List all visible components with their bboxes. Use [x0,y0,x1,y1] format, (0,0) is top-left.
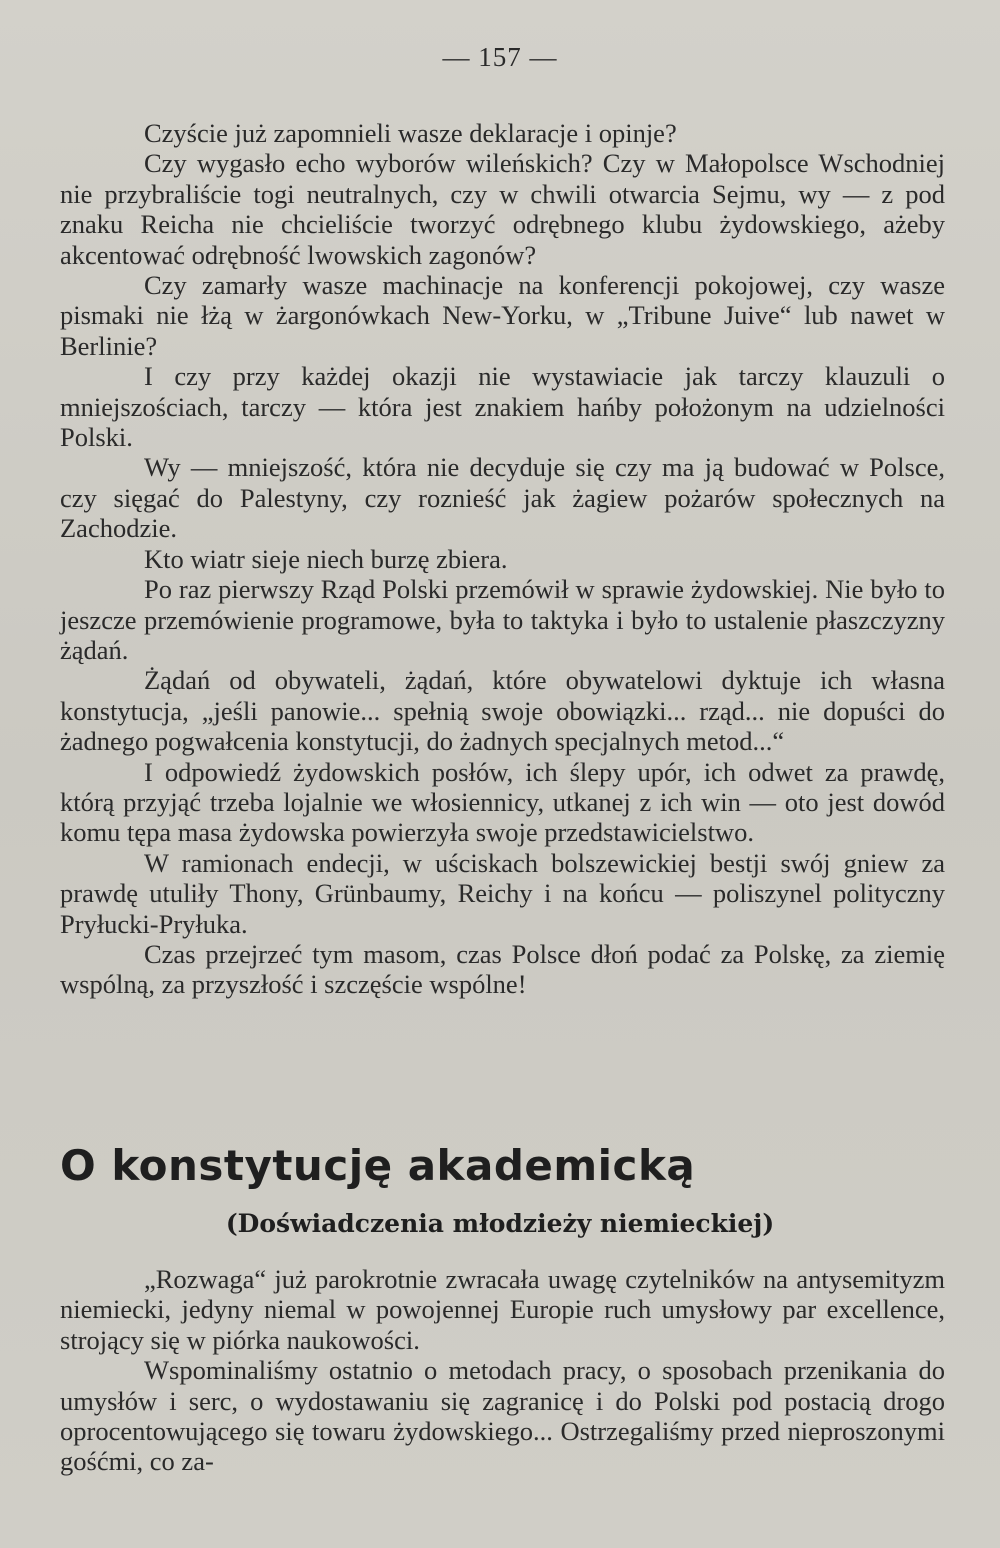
section-title: O konstytucję akademicką [60,1141,696,1190]
paragraph: Czy wygasło echo wyborów wileńskich? Czy w Małopolsce Wschodniej nie przybraliście togi neutralnych, czy w chwili otwarcia Sejmu, wy — z pod znaku Reicha nie chcieliście tworzyć odrębnego klubu żydowskiego, ażeby akcentować odrębność lwowskich zagonów? [60,148,945,270]
paragraph: Czyście już zapomnieli wasze deklaracje i opinje? [144,118,677,148]
paragraph: Po raz pierwszy Rząd Polski przemówił w sprawie żydowskiej. Nie było to jeszcze przemówienie programowe, była to taktyka i było to ustalenie płaszczyzny żądań. [60,574,945,665]
paragraph: Kto wiatr sieje niech burzę zbiera. [144,543,508,574]
paragraph: „Rozwaga“ już parokrotnie zwracała uwagę czytelników na antysemityzm niemiecki, jedyny niemal w powojennej Europie ruch umysłowy par excellence, strojący się w piórka naukowości. [60,1264,945,1355]
page-number: — 157 — [442,42,558,72]
main-text [60,118,945,1000]
paragraph: Wspominaliśmy ostatnio o metodach pracy, o sposobach przenikania do umysłów i serc, o wydostawaniu się zagranicę i do Polski pod postacią drogo oprocentowującego się towaru żydowskiego... Ostrzegaliśmy przed nieproszonymi gośćmi, co za- [60,1355,945,1477]
paragraph: I odpowiedź żydowskich posłów, ich ślepy upór, ich odwet za prawdę, którą przyjąć trzeba lojalnie we włosiennicy, utkanej z ich win — oto jest dowód komu tępa masa żydowska powierzyła swoje przedstawicielstwo. [60,756,945,848]
paragraph: Żądań od obywateli, żądań, które obywatelowi dyktuje ich własna konstytucja, „jeśli panowie... spełnią swoje obowiązki... rząd... nie dopuści do żadnego pogwałcenia konstytucji, do żadnych specjalnych metod...“ [60,665,945,757]
section-subtitle: (Doświadczenia młodzieży niemieckiej) [225,1209,775,1238]
paragraph: I czy przy każdej okazji nie wystawiacie jak tarczy klauzuli o mniejszościach, tarczy — która jest znakiem hańby położonym na udzielności Polski. [60,361,945,453]
paragraph: Czy zamarły wasze machinacje na konferencji pokojowej, czy wasze pismaki nie łżą w żargonówkach New-Yorku, w „Tribune Juive“ lub nawet w Berlinie? [60,270,945,361]
paragraph: Wy — mniejszość, która nie decyduje się czy ma ją budować w Polsce, czy sięgać do Palestyny, czy roznieść jak żagiew pożarów społecznych na Zachodzie. [60,452,945,544]
paragraph: W ramionach endecji, w uściskach bolszewickiej bestji swój gniew za prawdę utuliły Thony, Grünbaumy, Reichy i na końcu — poliszynel polityczny Pryłucki-Pryłuka. [60,847,945,939]
section-text [60,1264,945,1477]
paragraph: Czas przejrzeć tym masom, czas Polsce dłoń podać za Polskę, za ziemię wspólną, za przyszłość i szczęście wspólne! [60,938,945,1000]
